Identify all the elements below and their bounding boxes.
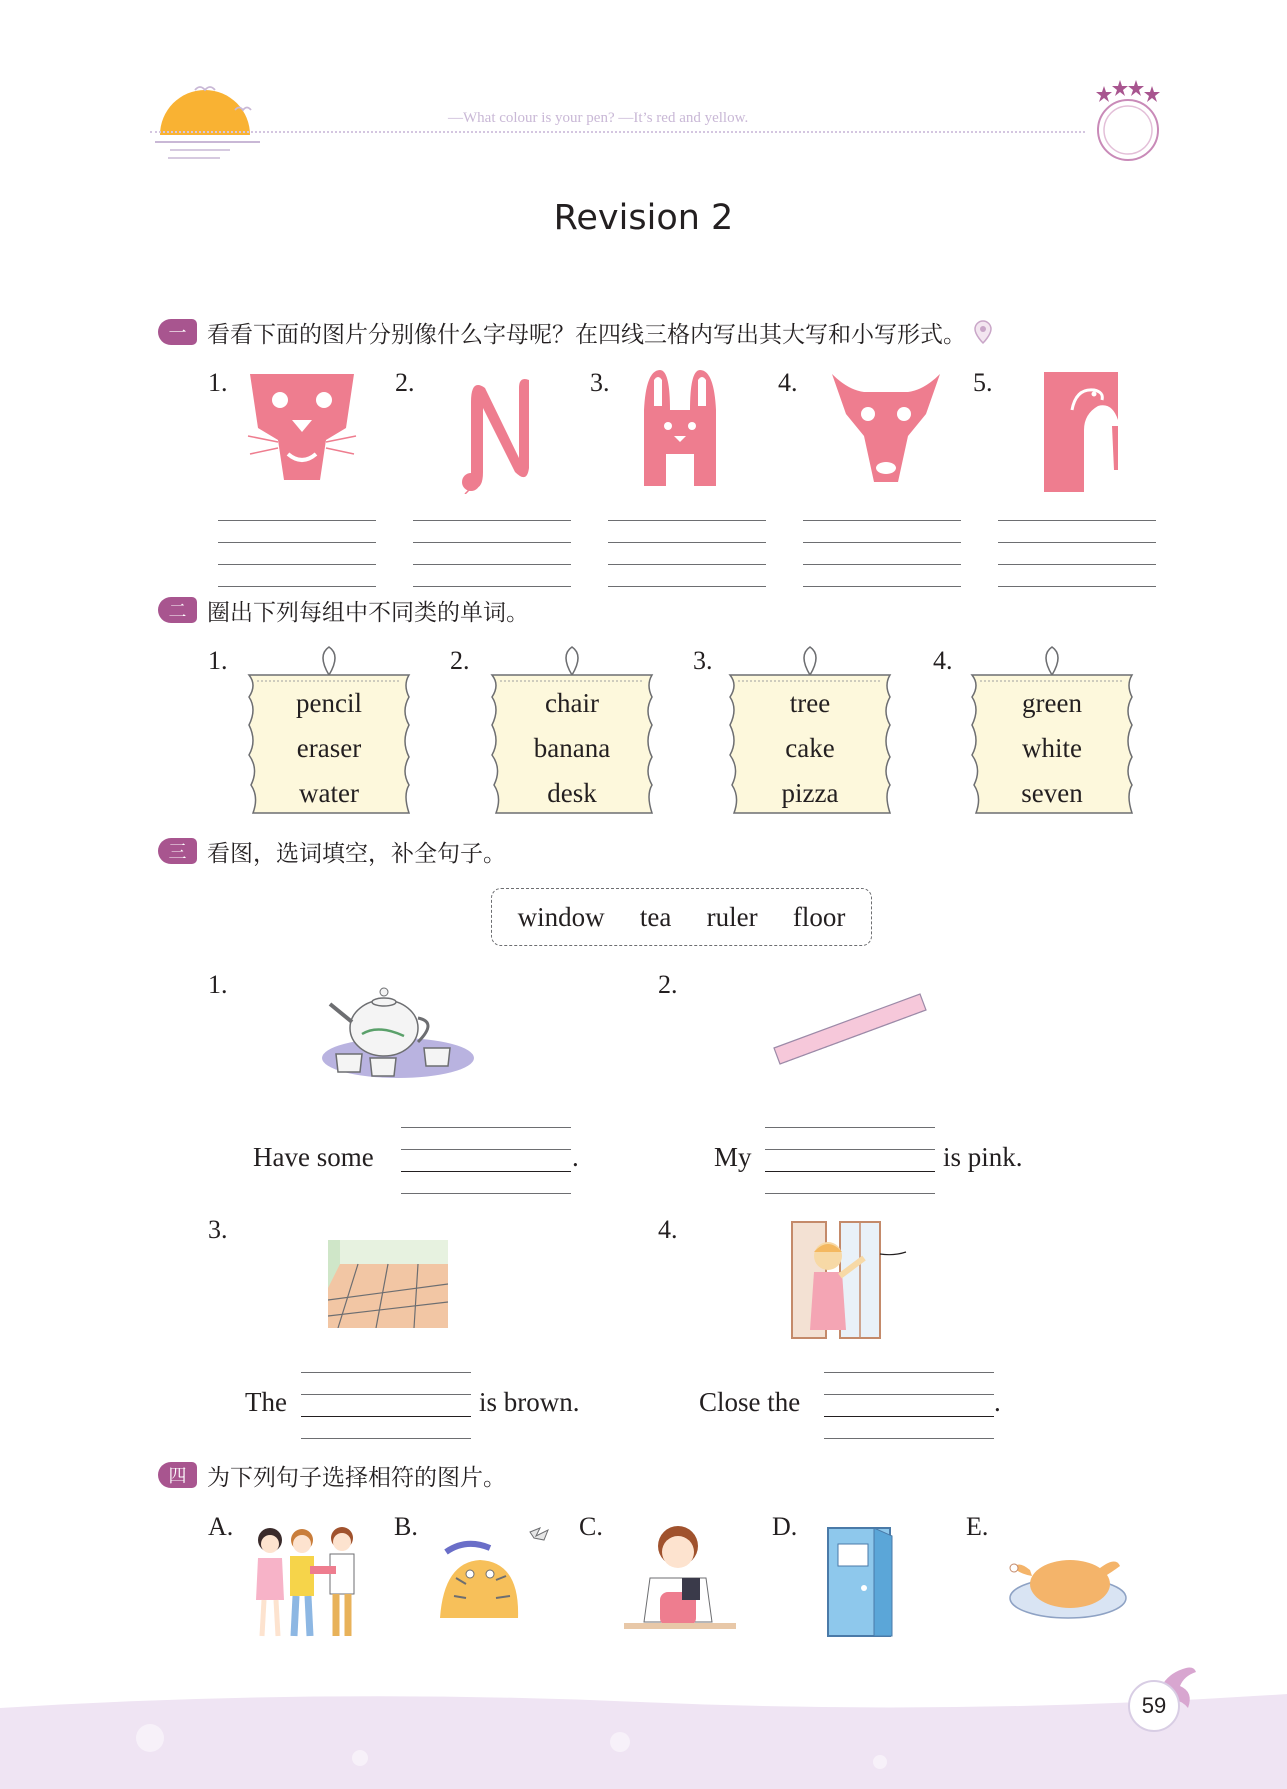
answer-blank[interactable] [401, 1127, 571, 1193]
children-meeting-icon[interactable] [250, 1524, 370, 1642]
tag-word[interactable]: banana [533, 733, 611, 763]
writing-lines[interactable] [413, 520, 571, 586]
writing-lines[interactable] [608, 520, 766, 586]
rabbit-letter-icon [640, 370, 720, 492]
tag-word[interactable]: tree [789, 688, 831, 718]
option-letter: A. [208, 1512, 234, 1541]
tag-word[interactable]: eraser [296, 733, 362, 763]
tag-word[interactable]: water [299, 778, 359, 808]
group-number: 1. [208, 646, 228, 675]
section-2-tab: 二 [158, 597, 197, 623]
answer-blank[interactable] [301, 1372, 471, 1438]
teapot-icon [318, 978, 478, 1080]
item-number: 3. [208, 1215, 228, 1244]
pin-icon [970, 317, 996, 347]
ox-head-letter-icon [828, 370, 944, 492]
footer-wave-band [0, 1688, 1287, 1789]
roast-chicken-icon[interactable] [1008, 1546, 1128, 1622]
sentence-after: . [572, 1142, 579, 1172]
section-2-instruction: 圈出下列每组中不同类的单词。 [207, 599, 529, 626]
section-2-header [158, 593, 529, 627]
sentence-before: Have some [253, 1142, 374, 1172]
section-4-tab: 四 [158, 1462, 197, 1488]
item-number: 4. [658, 1215, 678, 1244]
tiger-letter-icon [246, 370, 358, 492]
option-letter: B. [394, 1512, 418, 1541]
writing-lines[interactable] [998, 520, 1156, 586]
tiled-floor-icon [328, 1240, 448, 1328]
pink-ruler-icon [770, 990, 930, 1070]
word-bank-item: tea [639, 901, 672, 932]
answer-blank[interactable] [765, 1127, 935, 1193]
section-3-instruction: 看图，选词填空，补全句子。 [207, 840, 506, 867]
answer-blank[interactable] [824, 1372, 994, 1438]
birds-icon [190, 80, 260, 120]
star-seal-logo-icon [1088, 78, 1168, 168]
sentence-before: The [245, 1387, 287, 1417]
section-1-header [158, 315, 996, 349]
option-letter: D. [772, 1512, 798, 1541]
tag-word[interactable]: desk [547, 778, 597, 808]
item-number: 1. [208, 368, 228, 397]
group-number: 3. [693, 646, 713, 675]
tag-word[interactable]: cake [785, 733, 835, 763]
word-bank-item: ruler [706, 901, 758, 932]
word-tag [243, 645, 415, 808]
snake-letter-icon [455, 372, 543, 494]
blue-door-icon[interactable] [826, 1524, 896, 1640]
tag-word[interactable]: pencil [296, 688, 362, 718]
item-number: 3. [590, 368, 610, 397]
tag-word[interactable]: white [1022, 733, 1082, 763]
section-3-header [158, 834, 506, 868]
tiger-with-bird-icon[interactable] [436, 1518, 576, 1636]
group-number: 4. [933, 646, 953, 675]
writing-lines[interactable] [803, 520, 961, 586]
flamingo-letter-icon [1042, 370, 1120, 494]
tag-word[interactable]: seven [1021, 778, 1083, 808]
item-number: 4. [778, 368, 798, 397]
tag-word[interactable]: pizza [781, 778, 839, 808]
item-number: 2. [658, 970, 678, 999]
tag-word[interactable]: chair [545, 688, 599, 718]
section-1-tab: 一 [158, 319, 197, 345]
word-bank-item: window [517, 901, 605, 932]
sentence-before: My [714, 1142, 752, 1172]
group-number: 2. [450, 646, 470, 675]
section-3-tab: 三 [158, 838, 197, 864]
page-title: Revision 2 [553, 198, 734, 238]
item-number: 5. [973, 368, 993, 397]
sentence-after: is brown. [479, 1387, 580, 1417]
header-tagline: —What colour is your pen? —It’s red and yellow. [448, 110, 749, 126]
writing-lines[interactable] [218, 520, 376, 586]
word-bank [491, 888, 872, 946]
item-number: 1. [208, 970, 228, 999]
word-tag [966, 645, 1138, 808]
sentence-after: is pink. [943, 1142, 1023, 1172]
page-number: 59 [1128, 1680, 1180, 1732]
option-letter: C. [579, 1512, 603, 1541]
item-number: 2. [395, 368, 415, 397]
section-1-instruction: 看看下面的图片分别像什么字母呢？在四线三格内写出其大写和小写形式。 [207, 321, 966, 348]
sentence-after: . [994, 1387, 1001, 1417]
girl-closing-window-icon [784, 1218, 914, 1350]
header-rule [150, 131, 1085, 133]
section-4-header [158, 1458, 506, 1492]
option-letter: E. [966, 1512, 989, 1541]
word-tag [486, 645, 658, 808]
tag-word[interactable]: green [1022, 688, 1082, 718]
boy-with-schoolbag-icon[interactable] [620, 1522, 740, 1642]
word-tag [724, 645, 896, 808]
word-bank-item: floor [792, 901, 846, 932]
sentence-before: Close the [699, 1387, 801, 1417]
section-4-instruction: 为下列句子选择相符的图片。 [207, 1464, 506, 1491]
